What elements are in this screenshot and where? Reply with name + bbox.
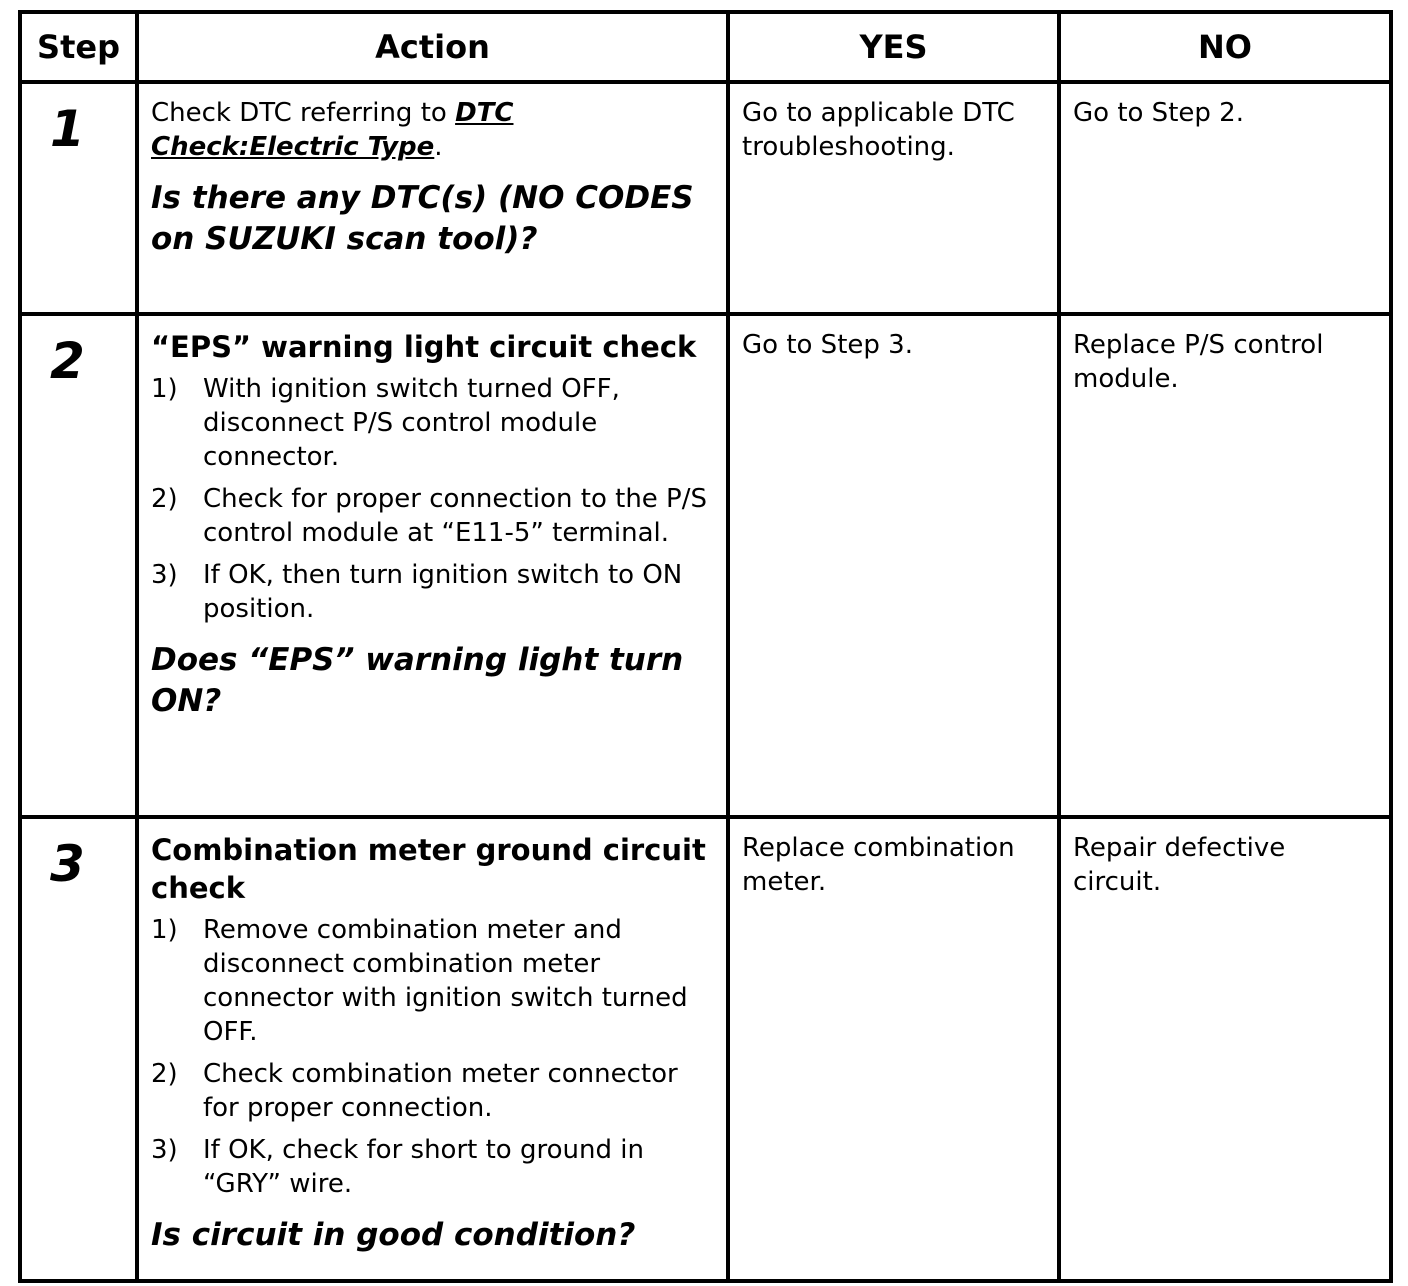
action-text-after: . [434, 132, 443, 162]
no-text: Replace P/S control module. [1073, 330, 1324, 394]
item-text: If OK, then turn ignition switch to ON position. [203, 560, 683, 624]
list-item [151, 372, 716, 474]
item-text: If OK, check for short to ground in “GRY” wire. [203, 1135, 644, 1199]
list-item [151, 482, 716, 550]
item-number: 1) [151, 374, 178, 404]
action-steps-list [151, 913, 716, 1201]
item-text: With ignition switch turned OFF, disconnect P/S control module connector. [203, 374, 620, 472]
step-number: 3 [50, 835, 85, 893]
yes-text: Go to applicable DTC troubleshooting. [742, 98, 1015, 162]
item-number: 3) [151, 1135, 178, 1165]
action-text-before: Check DTC referring to [151, 98, 456, 128]
item-number: 2) [151, 484, 178, 514]
action-cell [137, 314, 728, 817]
table-row [20, 82, 1391, 314]
no-cell [1059, 817, 1391, 1281]
list-item [151, 558, 716, 626]
action-cell [137, 817, 728, 1281]
yes-cell [728, 314, 1059, 817]
step-cell [20, 314, 137, 817]
header-step: Step [20, 12, 137, 82]
question: Does “EPS” warning light turn ON? [151, 642, 684, 719]
no-cell [1059, 82, 1391, 314]
yes-cell [728, 82, 1059, 314]
list-item [151, 1133, 716, 1201]
item-number: 1) [151, 915, 178, 945]
question: Is circuit in good condition? [151, 1217, 636, 1253]
action-cell [137, 82, 728, 314]
no-cell [1059, 314, 1391, 817]
header-yes: YES [728, 12, 1059, 82]
yes-cell [728, 817, 1059, 1281]
table-row [20, 314, 1391, 817]
item-text: Check for proper connection to the P/S control module at “E11-5” terminal. [203, 484, 708, 548]
question: Is there any DTC(s) (NO CODES on SUZUKI scan tool)? [151, 180, 694, 257]
item-number: 3) [151, 560, 178, 590]
header-row [20, 12, 1391, 82]
action-text [151, 98, 513, 162]
no-text: Go to Step 2. [1073, 98, 1244, 128]
action-title: Combination meter ground circuit check [151, 833, 706, 905]
item-text: Check combination meter connector for proper connection. [203, 1059, 678, 1123]
action-title: “EPS” warning light circuit check [151, 330, 697, 364]
item-number: 2) [151, 1059, 178, 1089]
item-text: Remove combination meter and disconnect combination meter connector with ignition switch turned OFF. [203, 915, 688, 1047]
step-number: 2 [50, 332, 85, 390]
header-no: NO [1059, 12, 1391, 82]
list-item [151, 1057, 716, 1125]
step-number: 1 [50, 100, 85, 158]
step-cell [20, 817, 137, 1281]
troubleshooting-table [18, 10, 1393, 1283]
dtc-check-link[interactable]: DTC Check:Electric Type [151, 98, 514, 162]
table-row [20, 817, 1391, 1281]
yes-text: Go to Step 3. [742, 330, 913, 360]
action-steps-list [151, 372, 716, 626]
yes-text: Replace combination meter. [742, 833, 1015, 897]
step-cell [20, 82, 137, 314]
no-text: Repair defective circuit. [1073, 833, 1286, 897]
header-action: Action [137, 12, 728, 82]
list-item [151, 913, 716, 1049]
